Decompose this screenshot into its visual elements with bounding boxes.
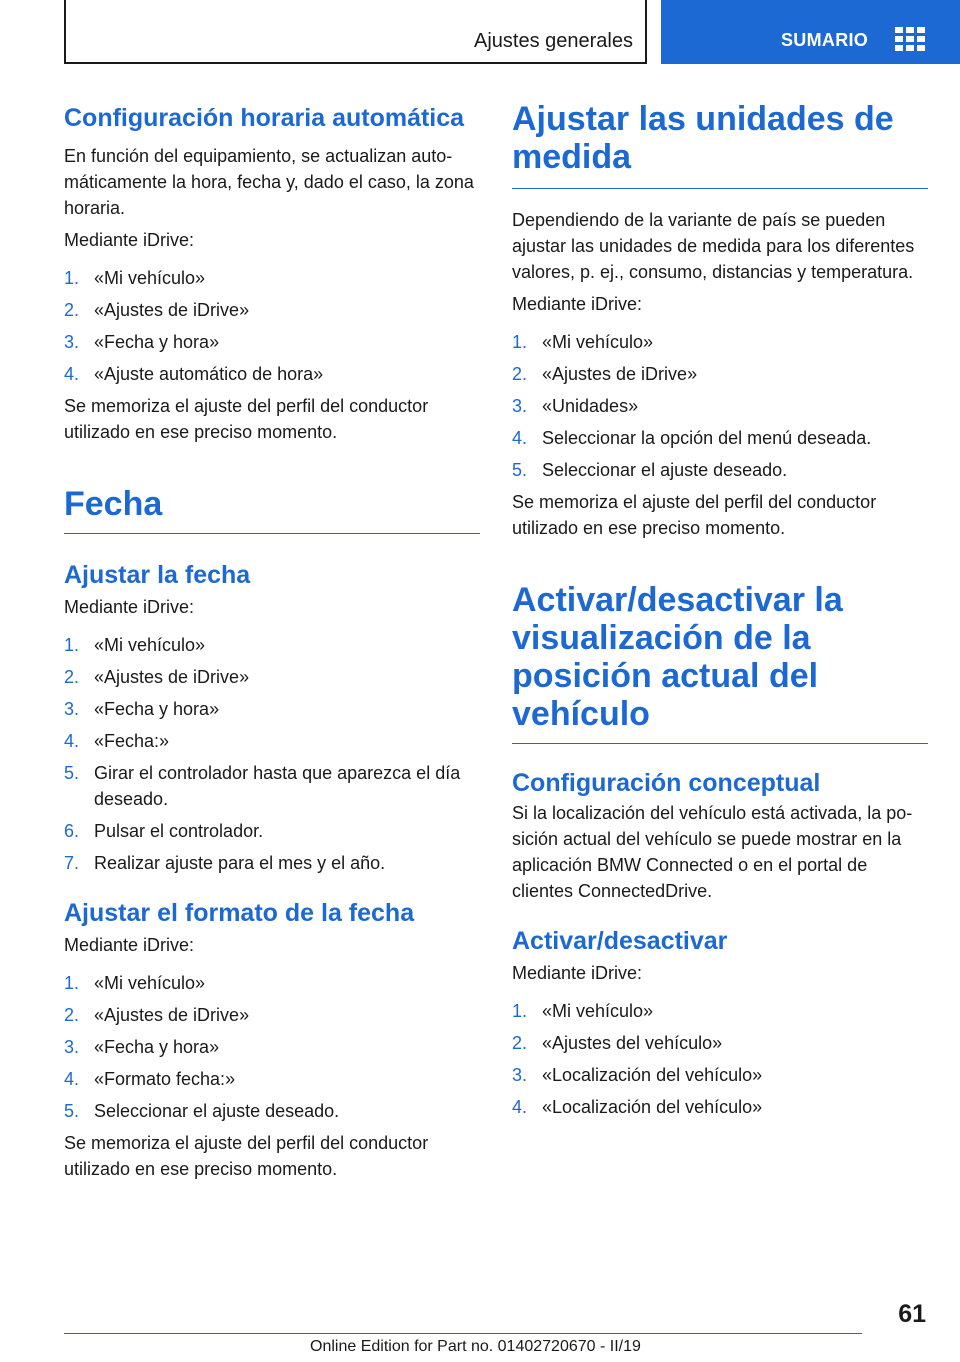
step-number: 4. <box>512 428 528 448</box>
step-number: 4. <box>64 1069 80 1089</box>
step-text: «Fecha y hora» <box>94 1037 220 1057</box>
step-number: 1. <box>512 1001 528 1021</box>
date-format-note: Se memoriza el ajuste del perfil del conductor utilizado en ese preciso momento. <box>64 1133 429 1179</box>
step-number: 2. <box>64 667 80 687</box>
step-number: 3. <box>512 396 528 416</box>
step-text: «Unidades» <box>542 396 639 416</box>
step-text: Seleccionar el ajuste deseado. <box>542 460 788 480</box>
step-text: «Fecha y hora» <box>94 332 220 352</box>
step-text: «Fecha y hora» <box>94 699 220 719</box>
step-item <box>64 850 480 876</box>
toggle-steps <box>512 998 928 1120</box>
auto-time-note: Se memoriza el ajuste del perfil del conductor utilizado en ese preciso momento. <box>64 396 429 442</box>
heading-units: Ajustar las unidades de medida <box>512 100 928 189</box>
step-text: «Mi vehículo» <box>542 1001 654 1021</box>
step-text: Girar el controlador hasta que aparezca el día deseado. <box>94 763 461 809</box>
step-number: 2. <box>512 1033 528 1053</box>
sumario-button[interactable] <box>661 0 960 64</box>
step-item <box>512 1094 928 1120</box>
footer-rule <box>64 1333 862 1334</box>
step-text: Seleccionar el ajuste deseado. <box>94 1101 340 1121</box>
step-number: 5. <box>512 460 528 480</box>
step-item <box>512 425 928 451</box>
step-item <box>64 1066 480 1092</box>
step-item <box>512 998 928 1024</box>
grid-menu-icon <box>895 27 925 51</box>
toggle-via: Mediante iDrive: <box>512 963 643 983</box>
section-title: Ajustes generales <box>474 30 633 52</box>
units-via: Mediante iDrive: <box>512 294 643 314</box>
units-steps <box>512 329 928 483</box>
step-number: 3. <box>512 1065 528 1085</box>
footer-edition: Online Edition for Part no. 01402720670 - II/19 <box>310 1338 641 1355</box>
step-item <box>64 329 480 355</box>
units-note: Se memoriza el ajuste del perfil del conductor utilizado en ese preciso momento. <box>512 492 877 538</box>
step-text: «Localización del vehículo» <box>542 1097 763 1117</box>
step-number: 4. <box>64 364 80 384</box>
step-text: Pulsar el controlador. <box>94 821 264 841</box>
step-number: 5. <box>64 1101 80 1121</box>
heading-position: Activar/desactivar la visualización de la posición actual del vehículo <box>512 581 928 744</box>
step-text: «Mi vehículo» <box>542 332 654 352</box>
heading-auto-time: Configuración horaria automática <box>64 104 465 132</box>
step-number: 1. <box>64 268 80 288</box>
step-number: 7. <box>64 853 80 873</box>
step-item <box>64 1098 480 1124</box>
step-text: «Ajuste automático de hora» <box>94 364 324 384</box>
step-item <box>64 664 480 690</box>
step-text: «Ajustes de iDrive» <box>94 667 250 687</box>
step-item <box>512 1030 928 1056</box>
step-item <box>64 760 480 812</box>
header-section-box <box>64 0 647 64</box>
step-item <box>64 632 480 658</box>
step-item <box>64 696 480 722</box>
step-number: 3. <box>64 1037 80 1057</box>
units-intro: Dependiendo de la variante de país se pueden ajustar las unidades de medida para los diferentes valores, p. ej., consumo, distancias y temperatura. <box>512 210 915 282</box>
heading-date-format: Ajustar el formato de la fecha <box>64 899 415 927</box>
heading-concept: Configuración conceptual <box>512 769 821 797</box>
step-text: «Ajustes del vehículo» <box>542 1033 723 1053</box>
step-number: 2. <box>64 1005 80 1025</box>
step-item <box>512 329 928 355</box>
step-number: 5. <box>64 763 80 783</box>
step-text: «Ajustes de iDrive» <box>94 300 250 320</box>
step-item <box>512 361 928 387</box>
step-number: 2. <box>512 364 528 384</box>
auto-time-via: Mediante iDrive: <box>64 230 195 250</box>
step-item <box>64 970 480 996</box>
set-date-via: Mediante iDrive: <box>64 597 195 617</box>
step-text: «Formato fecha:» <box>94 1069 236 1089</box>
step-text: «Ajustes de iDrive» <box>542 364 698 384</box>
sumario-label: SUMARIO <box>781 30 869 50</box>
step-item <box>64 265 480 291</box>
step-number: 1. <box>512 332 528 352</box>
step-text: «Mi vehículo» <box>94 973 206 993</box>
right-column <box>512 100 928 1126</box>
step-item <box>512 1062 928 1088</box>
left-column <box>64 100 480 1182</box>
step-text: «Fecha:» <box>94 731 170 751</box>
step-number: 4. <box>64 731 80 751</box>
step-text: «Ajustes de iDrive» <box>94 1005 250 1025</box>
step-text: Seleccionar la opción del menú deseada. <box>542 428 872 448</box>
date-format-via: Mediante iDrive: <box>64 935 195 955</box>
step-item <box>64 297 480 323</box>
step-text: «Mi vehículo» <box>94 268 206 288</box>
step-number: 4. <box>512 1097 528 1117</box>
auto-time-steps <box>64 265 480 387</box>
heading-fecha: Fecha <box>64 485 480 534</box>
step-item <box>512 457 928 483</box>
step-item <box>64 728 480 754</box>
step-text: «Mi vehículo» <box>94 635 206 655</box>
step-number: 2. <box>64 300 80 320</box>
step-item <box>64 361 480 387</box>
step-item <box>64 1002 480 1028</box>
step-number: 3. <box>64 699 80 719</box>
set-date-steps <box>64 632 480 876</box>
date-format-steps <box>64 970 480 1124</box>
heading-toggle: Activar/desactivar <box>512 927 728 955</box>
step-item <box>512 393 928 419</box>
concept-text: Si la localización del vehículo está activada, la posición actual del vehículo se puede mostrar en la aplicación BMW Connected o en el portal de clientes ConnectedDrive. <box>512 803 913 901</box>
step-text: «Localización del vehículo» <box>542 1065 763 1085</box>
step-number: 6. <box>64 821 80 841</box>
auto-time-intro: En función del equipamiento, se actualizan automáticamente la hora, fecha y, dado el caso, la zona horaria. <box>64 146 474 218</box>
step-text: Realizar ajuste para el mes y el año. <box>94 853 386 873</box>
step-item <box>64 818 480 844</box>
step-item <box>64 1034 480 1060</box>
step-number: 3. <box>64 332 80 352</box>
step-number: 1. <box>64 973 80 993</box>
page-number: 61 <box>898 1300 926 1328</box>
step-number: 1. <box>64 635 80 655</box>
heading-set-date: Ajustar la fecha <box>64 561 251 589</box>
